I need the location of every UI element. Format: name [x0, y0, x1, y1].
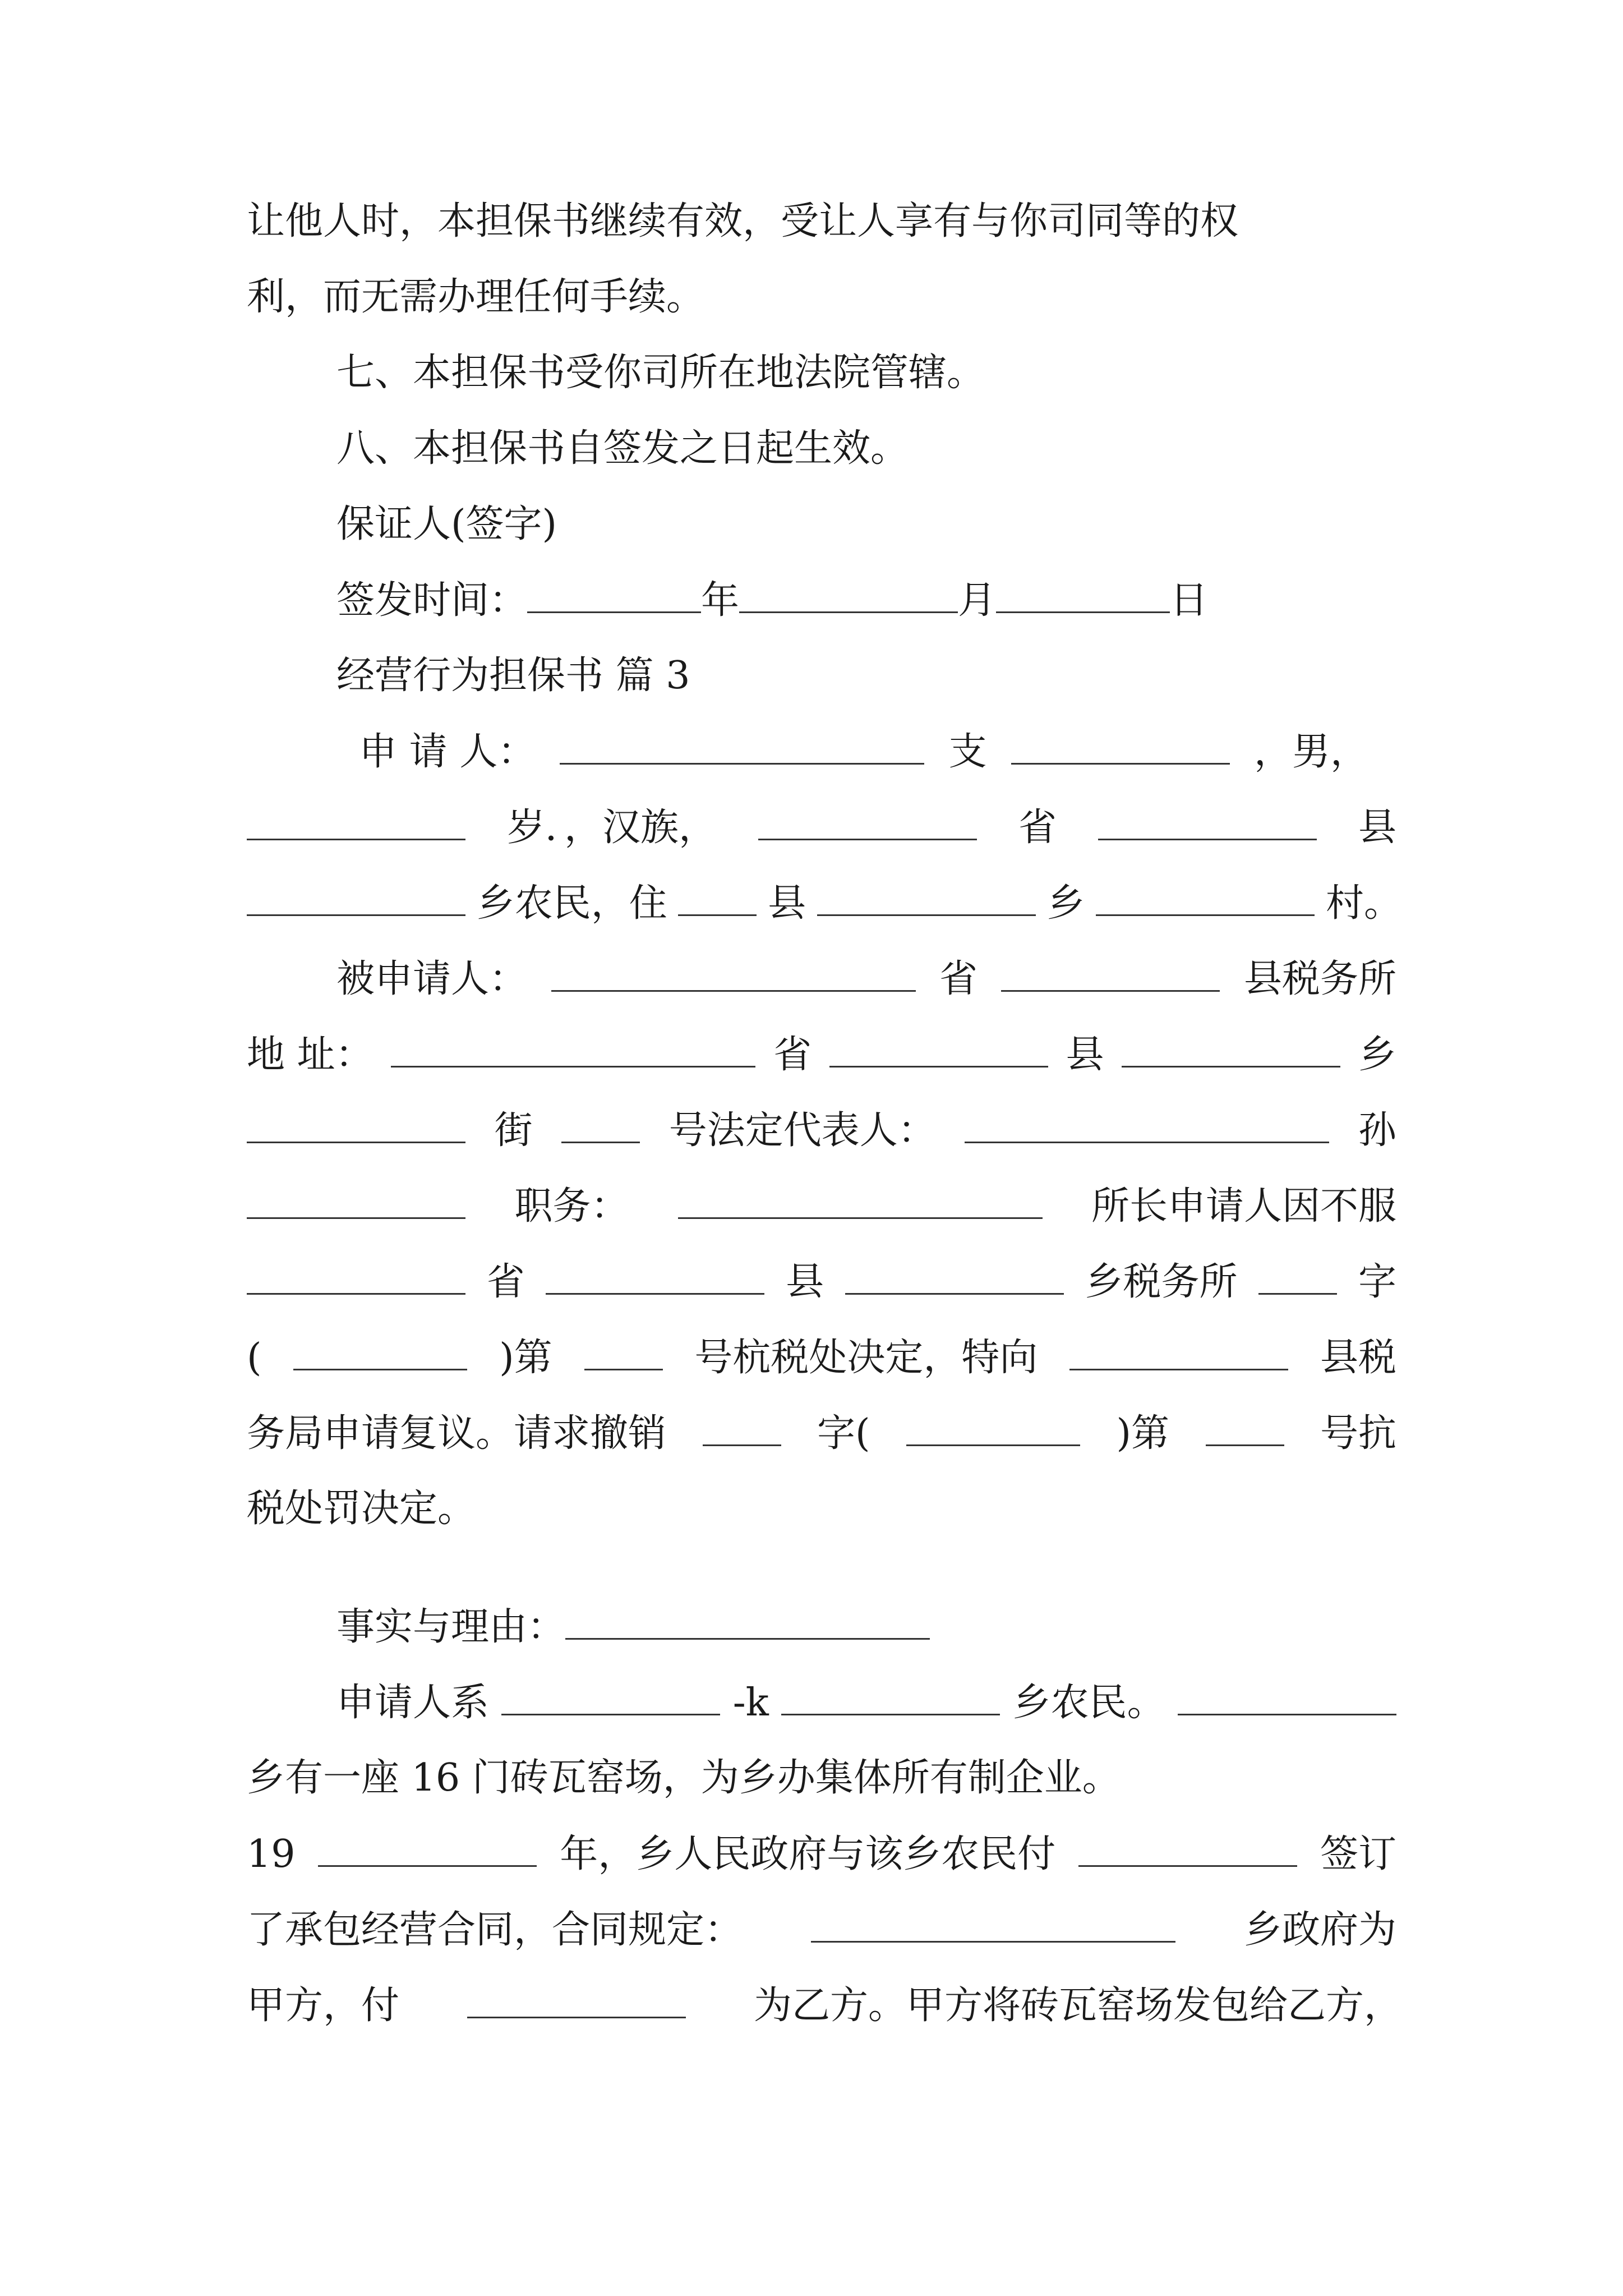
text-segment: 签发时间： — [336, 578, 528, 623]
text-segment: 职务： — [514, 1184, 629, 1228]
paragraph-line — [247, 196, 1396, 247]
text-segment: 为乙方。甲方将砖瓦窑场发包给乙方， — [753, 1983, 1402, 2028]
blank-field — [546, 1257, 764, 1295]
text-segment: 号杭税处决定，特向 — [694, 1335, 1038, 1380]
blank-field — [247, 878, 465, 916]
text-segment: 19 — [247, 1832, 296, 1876]
tax-office-line — [247, 1257, 1396, 1307]
text-segment: 让他人时，本担保书继续有效，受让人享有与你司同等的权 — [247, 199, 1239, 243]
text-segment: 七、本担保书受你司所在地法院管辖。 — [336, 351, 985, 395]
text-segment: 县 — [768, 881, 806, 926]
section-heading — [336, 651, 1396, 701]
text-segment: 乡农民。 — [1012, 1680, 1165, 1725]
paragraph-line — [247, 1753, 1396, 1803]
text-segment: ，男， — [1253, 729, 1368, 774]
blank-field — [561, 1105, 640, 1143]
text-segment: 支 — [948, 729, 987, 774]
text-segment: )第 — [499, 1335, 552, 1380]
text-segment: -k — [732, 1680, 769, 1725]
applicant-address-line — [247, 878, 1402, 928]
text-segment: 保证人(签字) — [336, 502, 557, 546]
text-segment: 县 — [786, 1259, 824, 1304]
text-segment: 省 — [1018, 805, 1057, 850]
text-segment: 省 — [773, 1032, 812, 1077]
decision-number-line — [247, 1332, 1396, 1383]
blank-field — [247, 802, 465, 840]
applicant-detail-line — [247, 802, 1396, 853]
blank-field — [1078, 1829, 1297, 1867]
applicant-line — [359, 726, 1368, 777]
text-segment: 税处罚决定。 — [247, 1487, 476, 1531]
blank-field — [551, 954, 916, 992]
blank-field — [584, 1332, 663, 1370]
blank-field — [781, 1677, 1000, 1715]
text-segment: 年，乡人民政府与该乡农民付 — [560, 1832, 1056, 1876]
text-segment: 县 — [1358, 805, 1396, 850]
text-segment: 乡农民，住 — [476, 881, 667, 926]
text-segment: 县 — [1066, 1032, 1104, 1077]
blank-field — [758, 802, 977, 840]
position-line — [247, 1181, 1396, 1231]
respondent-line — [336, 954, 1396, 1004]
blank-field — [1258, 1257, 1337, 1295]
text-segment: 街 — [494, 1108, 533, 1153]
text-segment: 乡有一座 16 门砖瓦窑场，为乡办集体所有制企业。 — [247, 1756, 1121, 1800]
blank-field — [247, 1105, 465, 1143]
blank-field — [817, 878, 1036, 916]
text-segment: 号抗 — [1320, 1411, 1396, 1456]
text-segment: ( — [247, 1335, 262, 1380]
text-segment: 签订 — [1320, 1832, 1396, 1876]
blank-field — [906, 1408, 1080, 1446]
text-segment: 经营行为担保书 篇 3 — [336, 654, 690, 698]
text-segment: 孙 — [1358, 1108, 1396, 1153]
clause-seven — [336, 348, 1396, 398]
blank-field — [703, 1408, 781, 1446]
facts-and-reasons-line — [336, 1602, 1396, 1652]
blank-field — [1069, 1332, 1288, 1370]
blank-field — [293, 1332, 467, 1370]
blank-field — [247, 1181, 465, 1219]
blank-field — [1122, 1029, 1340, 1068]
applicant-statement-line — [336, 1677, 1396, 1728]
text-segment: 岁．，汉族， — [506, 805, 717, 850]
text-segment: 乡政府为 — [1243, 1907, 1396, 1952]
blank-field — [811, 1904, 1175, 1943]
text-segment: 县税 — [1320, 1335, 1396, 1380]
text-segment: 年 — [701, 578, 740, 623]
blank-field — [1096, 878, 1315, 916]
text-segment: 甲方，付 — [247, 1983, 400, 2028]
blank-field — [845, 1257, 1064, 1295]
blank-field — [467, 1980, 686, 2018]
blank-field — [996, 575, 1170, 613]
text-segment: 务局申请复议。请求撤销 — [247, 1411, 667, 1456]
blank-field — [829, 1029, 1048, 1068]
blank-field — [739, 575, 958, 613]
guarantor-signature-line — [336, 499, 1396, 550]
blank-field — [965, 1105, 1329, 1143]
text-segment: 被申请人： — [336, 956, 528, 1001]
blank-field — [1178, 1677, 1396, 1715]
blank-field — [678, 1181, 1043, 1219]
text-segment: 利，而无需办理任何手续。 — [247, 275, 705, 319]
blank-field — [391, 1029, 755, 1068]
text-segment: 事实与理由： — [336, 1604, 566, 1649]
paragraph-line — [247, 272, 1396, 323]
text-segment: 村。 — [1325, 881, 1402, 926]
text-segment: 乡 — [1046, 881, 1085, 926]
blank-field — [527, 575, 701, 613]
text-segment: 八、本担保书自签发之日起生效。 — [336, 426, 909, 471]
contract-year-line — [247, 1829, 1396, 1879]
text-segment: 省 — [939, 956, 978, 1001]
blank-field — [1206, 1408, 1284, 1446]
issue-date-line — [336, 575, 1396, 625]
contract-parties-line — [247, 1980, 1402, 2031]
text-segment: 申 请 人： — [359, 729, 536, 774]
request-line — [247, 1408, 1396, 1458]
text-segment: 号法定代表人： — [668, 1108, 936, 1153]
text-segment: 乡税务所 — [1085, 1259, 1238, 1304]
blank-field — [1098, 802, 1317, 840]
legal-representative-line — [247, 1105, 1396, 1156]
respondent-address-line — [247, 1029, 1396, 1080]
paragraph-line — [247, 1484, 1396, 1534]
text-segment: 了承包经营合同，合同规定： — [247, 1907, 743, 1952]
blank-field — [678, 878, 757, 916]
text-segment: 月 — [958, 578, 997, 623]
text-segment: 省 — [486, 1259, 525, 1304]
text-segment: 所长申请人因不服 — [1091, 1184, 1396, 1228]
text-segment: 地 址： — [247, 1032, 374, 1077]
text-segment: 字( — [817, 1411, 870, 1456]
text-segment: 字 — [1358, 1259, 1396, 1304]
text-segment: )第 — [1116, 1411, 1170, 1456]
contract-terms-line — [247, 1904, 1396, 1955]
text-segment: 申请人系 — [336, 1680, 490, 1725]
blank-field — [318, 1829, 537, 1867]
blank-field — [1011, 726, 1230, 765]
blank-field — [560, 726, 924, 765]
blank-field — [565, 1602, 930, 1640]
blank-field — [247, 1257, 465, 1295]
clause-eight — [336, 424, 1396, 474]
text-segment: 日 — [1170, 578, 1209, 623]
text-segment: 县税务所 — [1243, 956, 1396, 1001]
blank-field — [501, 1677, 720, 1715]
text-segment: 乡 — [1358, 1032, 1396, 1077]
blank-field — [1001, 954, 1220, 992]
